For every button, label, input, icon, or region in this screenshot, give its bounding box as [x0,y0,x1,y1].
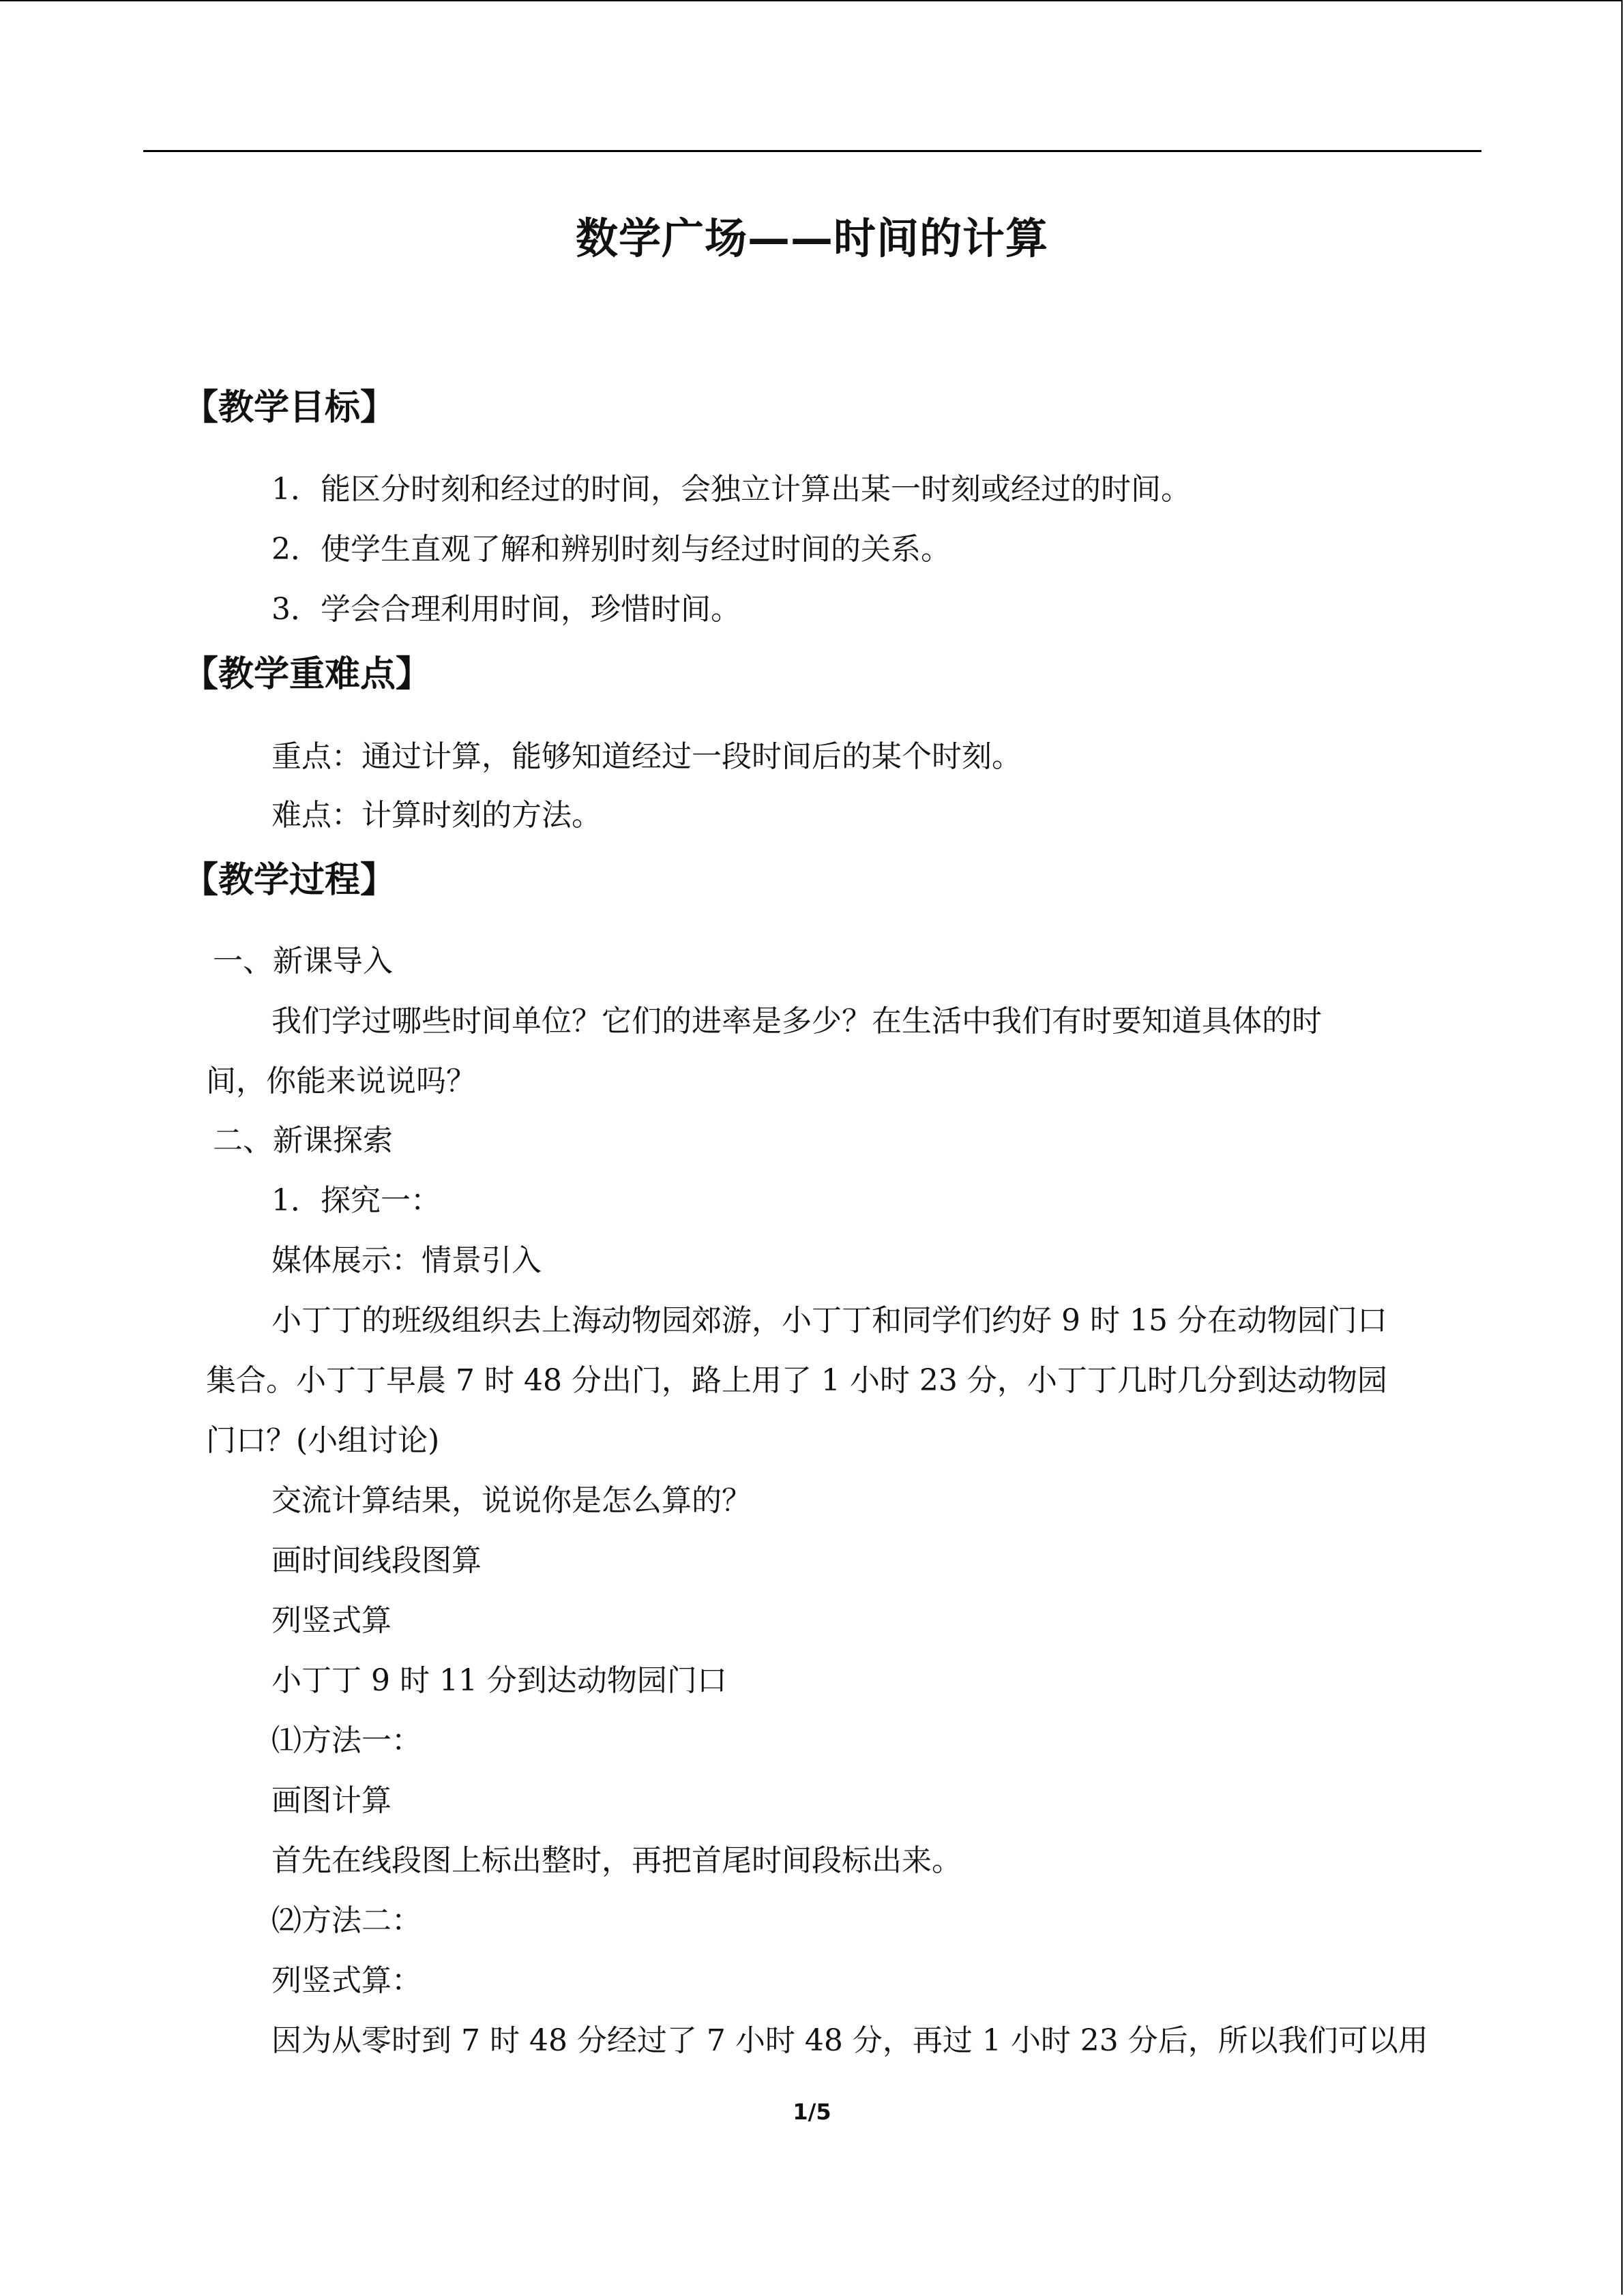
process-line: 首先在线段图上标出整时，再把首尾时间段标出来。 [271,1843,962,1878]
process-line: 列竖式算 [271,1603,392,1638]
process-line: 画图计算 [271,1783,392,1818]
section-heading-process: 【教学过程】 [183,860,396,901]
process-line: 因为从零时到 7 时 48 分经过了 7 小时 48 分，再过 1 小时 23 分后，所以我们可以用 [271,2023,1428,2058]
key-point-item: 重点：通过计算，能够知道经过一段时间后的某个时刻。 [271,739,1022,774]
process-line: 交流计算结果，说说你是怎么算的？ [271,1483,752,1518]
process-line: 集合。小丁丁早晨 7 时 48 分出门，路上用了 1 小时 23 分，小丁丁几时几分到达动物园 [206,1363,1387,1398]
process-line: 二、新课探索 [213,1123,393,1158]
page-number: 1/5 [793,2099,831,2125]
objective-item: 2．使学生直观了解和辨别时刻与经过时间的关系。 [271,532,951,567]
header-rule [143,150,1481,152]
process-line: 小丁丁 9 时 11 分到达动物园门口 [271,1663,727,1698]
process-line: ⑴方法一： [271,1723,422,1758]
process-line: 间，你能来说说吗？ [206,1064,476,1099]
document-title: 数学广场——时间的计算 [575,213,1048,263]
key-point-item: 难点：计算时刻的方法。 [271,798,602,833]
process-line: 一、新课导入 [213,944,393,979]
process-line: ⑵方法二： [271,1903,422,1938]
process-line: 1．探究一： [271,1183,441,1218]
objective-item: 3．学会合理利用时间，珍惜时间。 [271,592,741,627]
process-line: 门口？(小组讨论) [206,1423,440,1458]
process-line: 列竖式算： [271,1963,422,1998]
process-line: 画时间线段图算 [271,1543,482,1578]
section-heading-objectives: 【教学目标】 [183,387,396,428]
process-line: 媒体展示：情景引入 [271,1243,542,1278]
process-line: 我们学过哪些时间单位？它们的进率是多少？在生活中我们有时要知道具体的时 [271,1004,1322,1039]
section-heading-key-points: 【教学重难点】 [183,654,432,695]
objective-item: 1．能区分时刻和经过的时间，会独立计算出某一时刻或经过的时间。 [271,472,1191,507]
process-line: 小丁丁的班级组织去上海动物园郊游，小丁丁和同学们约好 9 时 15 分在动物园门口 [271,1303,1387,1338]
